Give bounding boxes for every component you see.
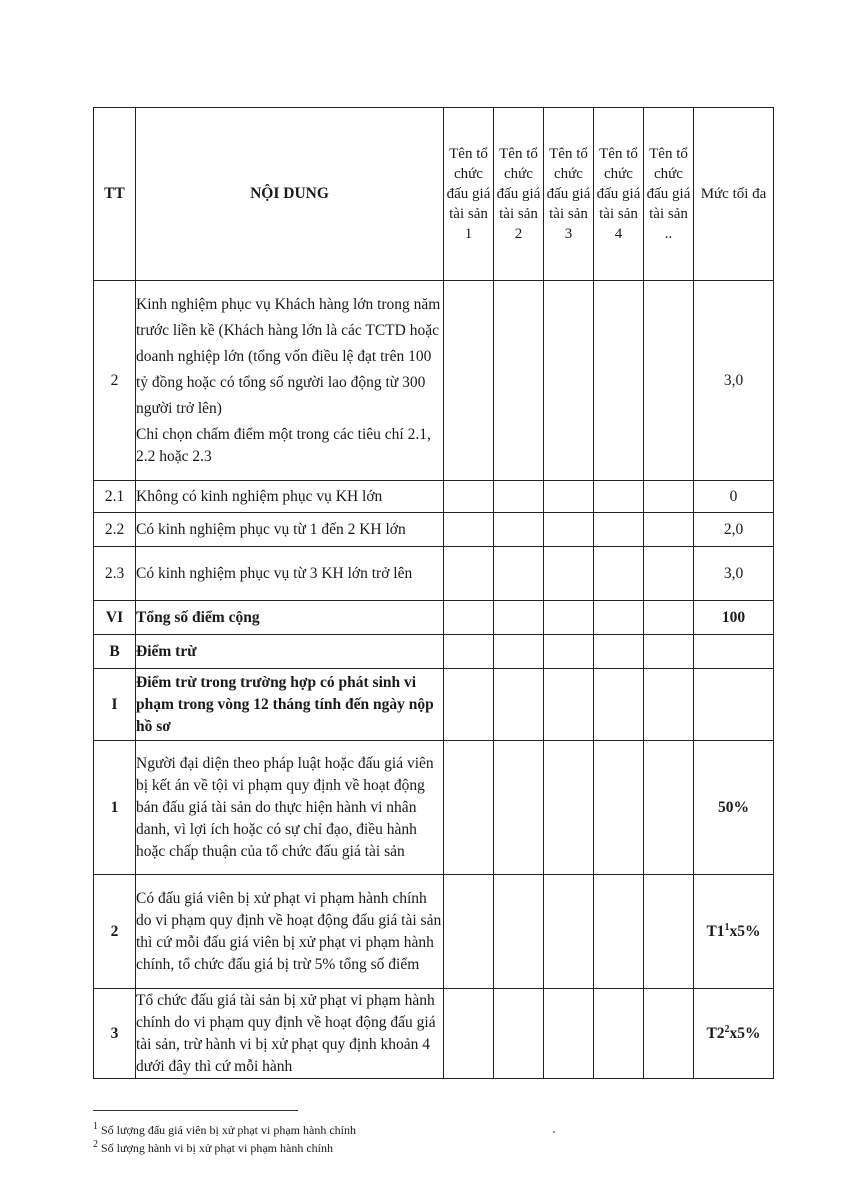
max-formula-var: T2: [706, 1024, 725, 1042]
table-header-row: [94, 108, 774, 281]
row-content: Người đại diện theo pháp luật hoặc đấu giá viên bị kết án về tội vi phạm quy định về hoạt động bán đấu giá tài sản do thực hiện hành vi nhân danh, vì lợi ích hoặc có sự chỉ đạo, điều hành hoặc chấp thuận của tổ chức đấu giá tài sản: [136, 741, 444, 875]
header-org-3: Tên tổ chức đấu giá tài sản 3: [544, 108, 594, 281]
table-row: [94, 601, 774, 635]
row-max: 2,0: [694, 513, 774, 547]
max-formula-rate: x5%: [729, 922, 761, 940]
row-max: [694, 989, 774, 1079]
row-max: 3,0: [694, 281, 774, 481]
row-content: Điểm trừ trong trường hợp có phát sinh vi phạm trong vòng 12 tháng tính đến ngày nộp hồ sơ: [136, 669, 444, 741]
row-tt: 1: [94, 741, 136, 875]
row-content: Tổ chức đấu giá tài sản bị xử phạt vi phạm hành chính do vi phạm quy định về hoạt động đấu giá tài sản, trừ hành vi bị xử phạt quy định khoản 4 dưới đây thì cứ mỗi hành: [136, 989, 444, 1079]
row-tt: VI: [94, 601, 136, 635]
table-row: [94, 481, 774, 513]
footnote-mark: 2: [93, 1139, 98, 1150]
row-content: [136, 281, 444, 481]
row-max: 0: [694, 481, 774, 513]
row-tt: 3: [94, 989, 136, 1079]
row-content-text: Kinh nghiệm phục vụ Khách hàng lớn trong năm trước liền kề (Khách hàng lớn là các TCTD hoặc doanh nghiệp lớn (tổng vốn điều lệ đạt trên 100 tỷ đồng hoặc có tổng số người lao động từ 300 người trở lên): [136, 295, 441, 417]
header-org-1: Tên tổ chức đấu giá tài sản 1: [444, 108, 494, 281]
header-tt: TT: [94, 108, 136, 281]
row-max: [694, 875, 774, 989]
max-formula-rate: x5%: [729, 1024, 761, 1042]
row-max: [694, 669, 774, 741]
footnotes: [93, 1121, 356, 1157]
row-content-note: Chỉ chọn chấm điểm một trong các tiêu chí 2.1, 2.2 hoặc 2.3: [136, 425, 431, 465]
footnote-mark: 1: [93, 1121, 98, 1132]
header-org-5: Tên tổ chức đấu giá tài sản ..: [644, 108, 694, 281]
footnote-ref: 2: [724, 1023, 730, 1035]
row-max: 3,0: [694, 547, 774, 601]
max-formula-var: T1: [706, 922, 725, 940]
footnote-1: [93, 1121, 356, 1139]
row-content: Có kinh nghiệm phục vụ từ 1 đến 2 KH lớn: [136, 513, 444, 547]
row-content: Không có kinh nghiệm phục vụ KH lớn: [136, 481, 444, 513]
row-tt: 2: [94, 281, 136, 481]
header-org-2: Tên tổ chức đấu giá tài sản 2: [494, 108, 544, 281]
table-row: [94, 741, 774, 875]
scoring-table: [93, 107, 774, 1079]
row-content: Có đấu giá viên bị xử phạt vi phạm hành chính do vi phạm quy định về hoạt động đấu giá tài sản thì cứ mỗi đấu giá viên bị xử phạt vi phạm hành chính, tổ chức đấu giá bị trừ 5% tổng số điểm: [136, 875, 444, 989]
footnote-separator: [93, 1110, 298, 1111]
row-tt: B: [94, 635, 136, 669]
footnote-text: Số lượng đấu giá viên bị xử phạt vi phạm hành chính: [101, 1123, 356, 1137]
table-row: [94, 635, 774, 669]
row-content: Có kinh nghiệm phục vụ từ 3 KH lớn trở lên: [136, 547, 444, 601]
table-row: [94, 875, 774, 989]
row-tt: 2.1: [94, 481, 136, 513]
table-row: [94, 669, 774, 741]
table-row: [94, 547, 774, 601]
row-max: 50%: [694, 741, 774, 875]
row-content: Tổng số điểm cộng: [136, 601, 444, 635]
scan-speck: [553, 1131, 555, 1133]
row-max: [694, 635, 774, 669]
footnote-2: [93, 1139, 356, 1157]
row-tt: 2.3: [94, 547, 136, 601]
row-tt: 2.2: [94, 513, 136, 547]
row-tt: 2: [94, 875, 136, 989]
footnote-text: Số lượng hành vi bị xử phạt vi phạm hành chính: [101, 1141, 333, 1155]
header-max: Mức tối đa: [694, 108, 774, 281]
table-row: [94, 513, 774, 547]
table-row: [94, 281, 774, 481]
row-max: 100: [694, 601, 774, 635]
header-org-4: Tên tổ chức đấu giá tài sản 4: [594, 108, 644, 281]
row-tt: I: [94, 669, 136, 741]
header-content: NỘI DUNG: [136, 108, 444, 281]
table-row: [94, 989, 774, 1079]
row-content: Điểm trừ: [136, 635, 444, 669]
footnote-ref: 1: [724, 921, 730, 933]
